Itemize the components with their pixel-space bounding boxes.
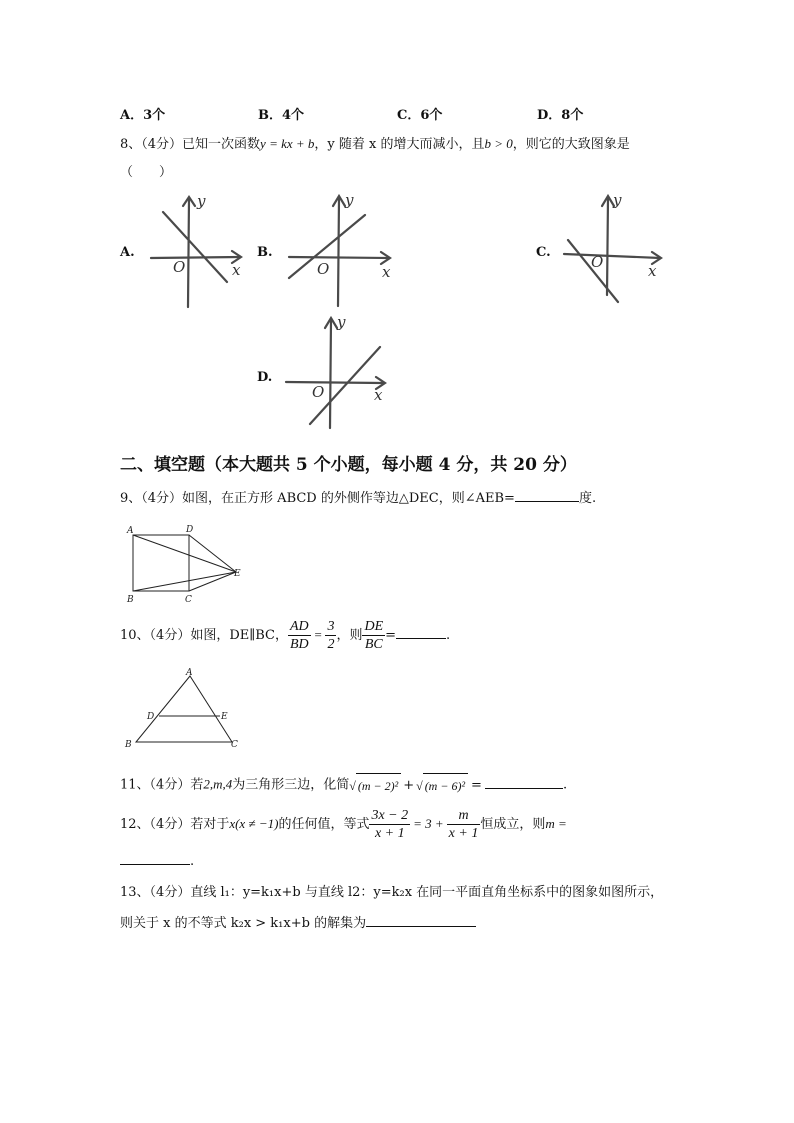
q11-stem <box>120 773 567 797</box>
q7-option-d: D．8个 <box>537 108 584 123</box>
y-label: y <box>337 313 346 331</box>
frac-numerator: m <box>447 807 481 825</box>
q11-suffix: . <box>562 777 568 793</box>
origin-label: O <box>317 260 330 278</box>
q8-option-c-label: C. <box>536 245 551 260</box>
origin-label: O <box>173 258 186 276</box>
frac-numerator: 3x − 2 <box>371 808 409 823</box>
q8-condition: b > 0 <box>484 136 513 151</box>
q8-function: y = kx + b <box>260 136 315 151</box>
q9-text: 9、（4分）如图，在正方形 ABCD 的外侧作等边△DEC，则∠AEB= <box>120 491 515 506</box>
label-c: C <box>231 740 238 750</box>
q8-stem <box>120 135 630 154</box>
frac-numerator: DE <box>364 619 384 634</box>
frac-numerator: 3 <box>327 619 335 634</box>
q11-prefix: 11、（4分）若 <box>120 777 204 793</box>
x-axis <box>151 257 240 258</box>
origin-label: O <box>312 383 325 401</box>
q13-line-2 <box>120 914 476 933</box>
q13-answer-blank[interactable] <box>366 914 476 927</box>
y-axis <box>330 320 331 428</box>
q12-equals: = 3 + <box>413 816 444 831</box>
q11-radical-2: √ (m − 6)² <box>416 773 468 797</box>
q10-frac-3-2 <box>325 618 336 653</box>
segment-ae <box>133 535 236 572</box>
label-d: D <box>186 525 194 535</box>
q8-option-b-label: B. <box>257 245 273 260</box>
q13-line-1: 13、（4分）直线 l₁：y=k₁x+b 与直线 l2：y=k₂x 在同一平面直角坐标系中的图象如图所示， <box>120 885 664 900</box>
q12-condition: x(x ≠ −1) <box>229 816 279 831</box>
q7-option-a: A．3个 <box>120 108 166 123</box>
q10-stem <box>120 617 450 653</box>
label-c: C <box>185 595 192 605</box>
q11-answer-blank[interactable] <box>485 776 563 789</box>
q10-frac-ad-bd <box>288 618 311 653</box>
frac-denominator: BC <box>364 637 383 652</box>
q8-mid: ，y 随着 x 的增大而减小，且 <box>314 137 485 152</box>
q12-mid: 的任何值，等式 <box>278 817 370 832</box>
x-axis <box>286 382 384 383</box>
label-a: A <box>186 668 193 678</box>
q12-answer-blank[interactable] <box>120 852 190 865</box>
y-axis <box>607 198 608 295</box>
q8-answer-paren: （ ） <box>120 165 173 180</box>
radicand: (m − 2)² <box>356 773 401 797</box>
q8-option-a-label: A. <box>120 245 135 260</box>
q10-equals: = <box>313 627 323 642</box>
y-label: y <box>197 192 206 210</box>
label-e: E <box>234 569 241 579</box>
q11-sides: 2,m,4 <box>203 776 233 792</box>
section-2-title: 二、填空题（本大题共 5 个小题，每小题 4 分，共 20 分） <box>120 455 577 475</box>
q10-frac-de-bc <box>362 618 385 653</box>
q11-radical-1: √ (m − 2)² <box>349 773 401 797</box>
q10-triangle-figure <box>122 665 247 753</box>
q9-stem <box>120 489 596 508</box>
label-b: B <box>125 740 132 750</box>
radicand: (m − 6)² <box>423 773 468 797</box>
frac-denominator: 2 <box>327 637 335 652</box>
q12-frac-left <box>369 807 410 842</box>
x-label: x <box>648 262 657 280</box>
label-a: A <box>127 526 134 536</box>
q11-mid: 为三角形三边，化简 <box>232 777 350 793</box>
x-label: x <box>232 261 241 279</box>
q9-suffix: 度. <box>578 491 597 506</box>
q11-plus: + <box>403 777 415 793</box>
y-axis <box>188 198 189 307</box>
q12-frac-right <box>447 807 481 842</box>
q12-suffix: . <box>190 854 195 869</box>
q12-mid2: 恒成立，则 <box>480 817 546 832</box>
q11-equals: = <box>471 777 482 793</box>
label-d: D <box>147 712 155 722</box>
q12-prefix: 12、（4分）若对于 <box>120 817 230 832</box>
segment-de <box>189 535 236 572</box>
segment-be <box>133 572 236 591</box>
x-label: x <box>374 386 383 404</box>
frac-numerator: AD <box>289 619 309 634</box>
q10-prefix: 10、（4分）如图，DE∥BC， <box>120 628 288 643</box>
q9-answer-blank[interactable] <box>515 489 579 502</box>
q10-mid: ，则 <box>336 628 363 643</box>
q8-graph-d <box>282 312 397 432</box>
label-e: E <box>221 712 228 722</box>
q8-graph-a <box>145 190 255 315</box>
q10-suffix: . <box>446 628 451 643</box>
q8-graph-c <box>560 190 670 310</box>
q8-prefix: 8、（4分）已知一次函数 <box>120 137 261 152</box>
q12-variable: m = <box>545 816 567 831</box>
function-line <box>568 240 618 302</box>
q10-answer-blank[interactable] <box>396 626 446 639</box>
y-label: y <box>345 191 354 209</box>
triangle-abc <box>136 676 232 742</box>
q10-equals-2: = <box>385 628 397 643</box>
q7-option-b: B．4个 <box>258 108 305 123</box>
frac-denominator: BD <box>289 637 309 652</box>
y-axis <box>338 198 339 306</box>
y-label: y <box>613 191 622 209</box>
q8-graph-b <box>285 190 400 315</box>
x-label: x <box>382 263 391 281</box>
q7-option-c: C．6个 <box>397 108 443 123</box>
q12-stem <box>120 806 567 842</box>
label-b: B <box>127 595 134 605</box>
q12-answer-line <box>120 852 194 871</box>
frac-denominator: x + 1 <box>448 826 479 841</box>
q8-suffix: ，则它的大致图象是 <box>512 137 630 152</box>
q8-option-d-label: D. <box>257 370 273 385</box>
segment-ce <box>189 572 236 591</box>
q9-square-figure <box>124 524 249 606</box>
frac-denominator: x + 1 <box>374 826 405 841</box>
q13-line-2-text: 则关于 x 的不等式 k₂x > k₁x+b 的解集为 <box>120 916 367 931</box>
origin-label: O <box>591 253 604 271</box>
